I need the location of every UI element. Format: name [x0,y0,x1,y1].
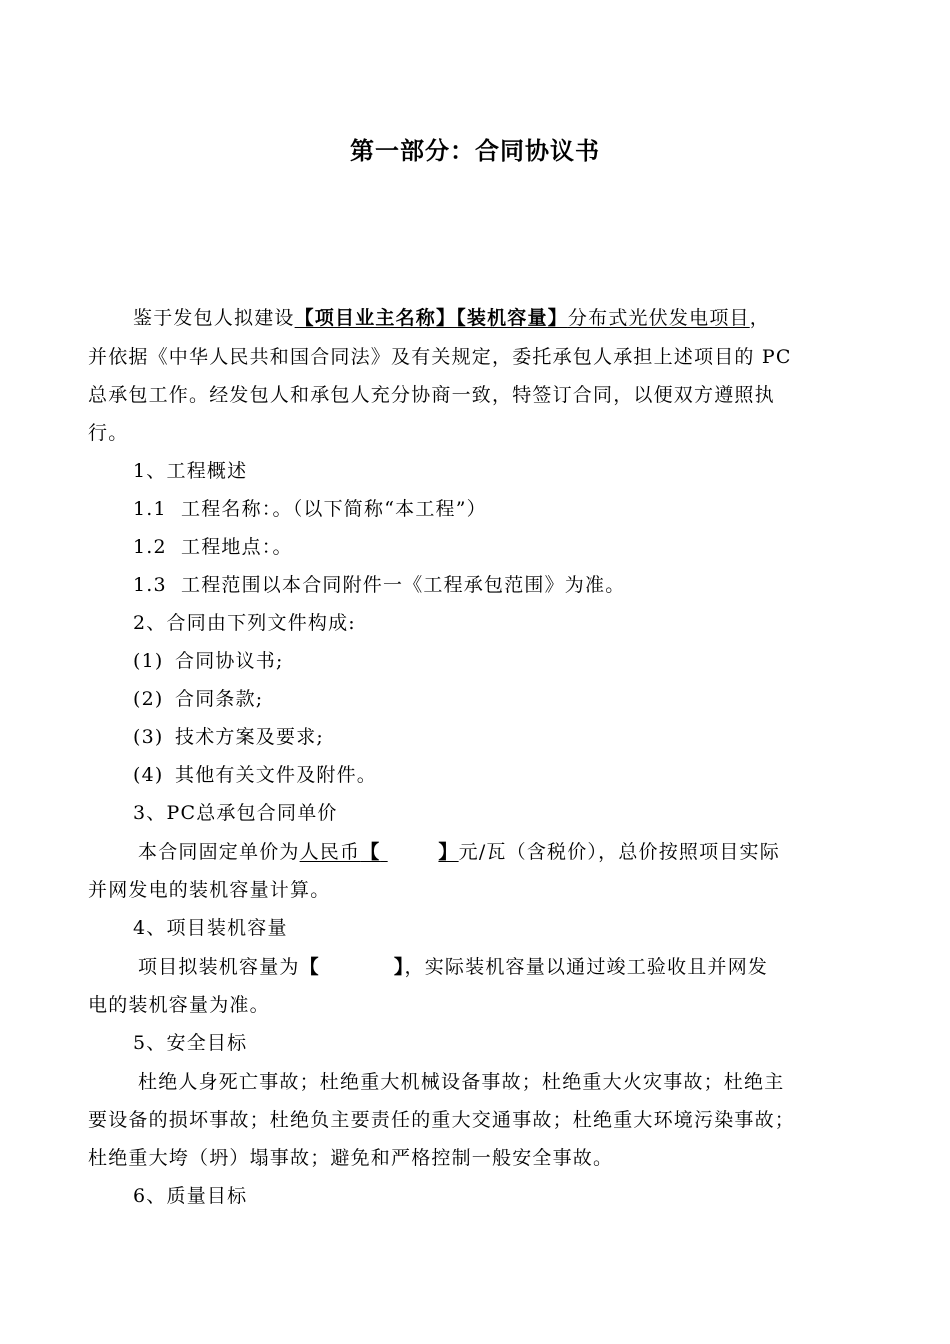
safety-line-3: 杜绝重大垮（坍）塌事故；避免和严格控制一般安全事故。 [88,1147,614,1169]
section-1-heading: 1、工程概述 [133,460,248,482]
list-item [133,571,625,599]
price-bracket-close: 】 [438,841,459,863]
item-text: 工程名称：。（以下简称“本工程”） [181,498,487,520]
intro-line-2: 并依据《中华人民共和国合同法》及有关规定，委托承包人承担上述项目的 PC [88,346,792,368]
price-line-2: 并网发电的装机容量计算。 [88,879,331,901]
intro-line-4: 行。 [88,422,129,444]
price-text: 本合同固定单价为 [138,841,300,863]
intro-comma: ， [749,307,770,329]
capacity-text: 项目拟装机容量为 [138,956,300,978]
section-4-heading: 4、项目装机容量 [133,917,288,939]
section-5-heading: 5、安全目标 [133,1032,248,1054]
price-blank [380,838,438,866]
list-item [133,495,487,523]
list-item [133,647,284,675]
item-number: (4) [133,764,164,786]
intro-line-1 [133,304,770,332]
price-bracket-open: 【 [360,841,381,863]
list-item [133,685,263,713]
price-line-1 [138,838,780,866]
capacity-blank [320,953,394,981]
item-number: (1) [133,650,164,672]
capacity-bracket-open: 【 [299,956,320,978]
safety-line-1: 杜绝人身死亡事故；杜绝重大机械设备事故；杜绝重大火灾事故；杜绝主 [138,1071,785,1093]
page-title: 第一部分：合同协议书 [350,137,600,165]
item-text: 工程范围以本合同附件一《工程承包范围》为准。 [181,574,626,596]
item-number: (2) [133,688,164,710]
item-number: 1.1 [133,498,167,520]
list-item [133,533,293,561]
currency: 人民币 [299,841,361,863]
section-3-heading: 3、PC总承包合同单价 [133,802,338,824]
intro-text: 鉴于发包人拟建设 [133,307,295,329]
item-text: 合同条款; [175,688,264,710]
capacity-line-1 [138,953,768,981]
item-number: 1.3 [133,574,167,596]
capacity-line-2: 电的装机容量为准。 [88,994,270,1016]
owner-capacity-placeholder: 【项目业主名称】【装机容量】 [294,307,568,329]
item-text: 技术方案及要求; [175,726,325,748]
item-text: 合同协议书; [175,650,284,672]
project-type: 分布式光伏发电项目 [567,307,750,329]
capacity-rest-text: ，实际装机容量以通过竣工验收且并网发 [404,956,769,978]
intro-line-3: 总承包工作。经发包人和承包人充分协商一致，特签订合同，以便双方遵照执 [88,384,775,406]
item-number: (3) [133,726,164,748]
item-number: 1.2 [133,536,167,558]
price-unit-text: 元/瓦（含税价），总价按照项目实际 [458,841,780,863]
section-6-heading: 6、质量目标 [133,1185,248,1207]
item-text: 工程地点：。 [181,536,293,558]
list-item [133,723,324,751]
list-item [133,761,377,789]
section-2-heading: 2、合同由下列文件构成: [133,612,356,634]
safety-line-2: 要设备的损坏事故；杜绝负主要责任的重大交通事故；杜绝重大环境污染事故； [88,1109,796,1131]
item-text: 其他有关文件及附件。 [175,764,378,786]
capacity-bracket-close: 】 [393,956,405,978]
